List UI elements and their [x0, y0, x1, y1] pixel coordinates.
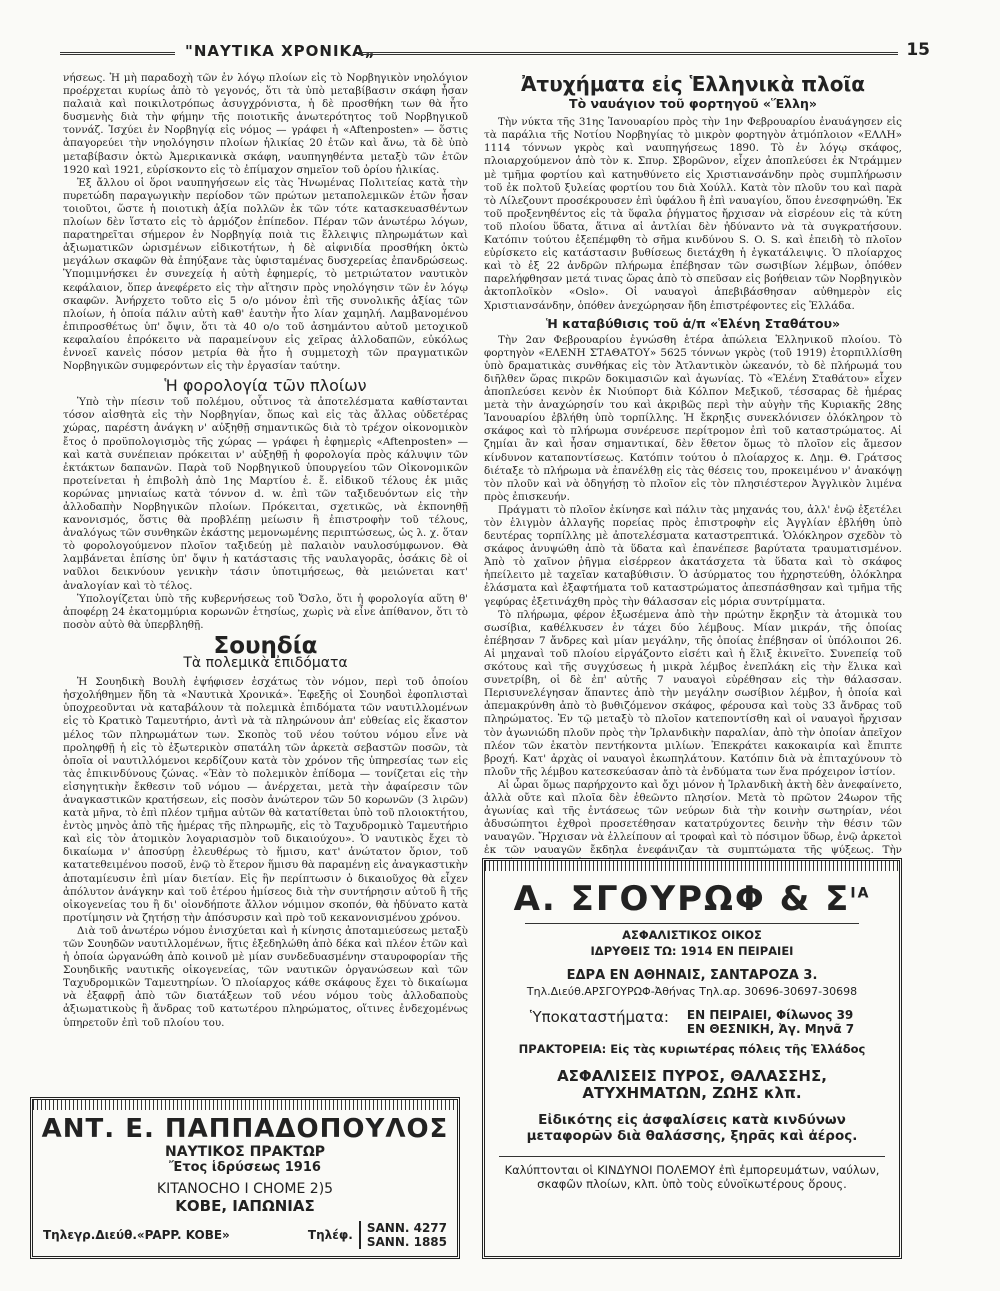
page-number: 15 — [906, 40, 930, 60]
ad-headquarters: ΕΔΡΑ ΕΝ ΑΘΗΝΑΙΣ, ΣΑΝΤΑΡΟΖΑ 3. — [566, 968, 818, 983]
ad-city: ΚΟΒΕ, ΙΑΠΩΝΙΑΣ — [175, 1197, 315, 1215]
ad-phone-numbers — [359, 1221, 447, 1249]
ad-contact-row — [33, 1221, 457, 1249]
ad-specialty-line: μεταφορῶν διὰ θαλάσσης, ξηρᾶς καὶ ἀέρος. — [526, 1128, 858, 1144]
ad-insurance-line: ΑΣΦΑΛΙΣΕΙΣ ΠΥΡΟΣ, ΘΑΛΑΣΣΗΣ, — [557, 1067, 827, 1085]
article-paragraph: Ὑπολογίζεται ὑπὸ τῆς κυβερνήσεως τοῦ Ὄσλο, ὅτι ἡ φορολογία αὕτη θ' ἀποφέρῃ 24 ἑκατομμύρια κορωνῶν ἐτησίως, χωρὶς νὰ εἶνε ἀπίθανον, ὅτι τὸ ποσὸν αὐτὸ θὰ ὑπερβληθῇ. — [63, 592, 468, 631]
header-rule-right — [358, 52, 898, 55]
ad-insurance-line: ΑΤΥΧΗΜΑΤΩΝ, ΖΩΗΣ κλπ. — [582, 1084, 802, 1102]
ad-company-name-text: Α. ΣΓΟΥΡΩΦ & Σ — [513, 879, 851, 919]
section-heading-taxation: Ἡ φορολογία τῶν πλοίων — [164, 376, 367, 396]
ad-border-hatch — [485, 861, 899, 871]
ad-phone-label: Τηλέφ. — [307, 1228, 353, 1242]
ad-founded: ΙΔΡΥΘΕΙΣ ΤΩ: 1914 ΕΝ ΠΕΙΡΑΙΕΙ — [590, 944, 794, 958]
ad-company-name — [485, 879, 899, 919]
subheading-elli-wreck: Τὸ ναυάγιον τοῦ φορτηγοῦ «Ἕλλη» — [569, 96, 817, 112]
ad-border-hatch — [33, 1100, 457, 1110]
ad-phone-2: SANN. 1885 — [366, 1235, 447, 1249]
article-paragraph: Τὸ πλήρωμα, φέρον ἐξωσέμενα ἀπὸ τὴν πρώτην ἔκρηξιν τὰ ἀτομικὰ του σωσίβια, καθέλκυσεν ἐν τάχει δύο λέμβους. Μίαν μικράν, τῆς ὁποίας ἐπέβησαν 7 ἄνδρες καὶ μίαν μεγάλην, τῆς ὁποίας ἐπέβησαν οἱ ὑπόλοιποι 26. Αἱ μηχαναὶ τοῦ πλοίου εἰργάζοντο εἰσέτι καὶ ἡ ἕλιξ ἐκινεῖτο. Συνεπείᾳ τοῦ σκότους καὶ τῆς συγχύσεως ἡ μικρὰ λέμβος ἐνεπλάκη εἰς τὴν ἕλικα καὶ συνετρίβη, οἱ δὲ ἐπ' αὐτῆς 7 ναυαγοὶ εὑρέθησαν εἰς τὴν θάλασσαν. Περισυνελέγησαν ἅπαντες ἀπὸ τὴν μεγάλην σωσίβιον λέμβον, ἡ ὁποία καὶ ἀπεμακρύνθη ἀπὸ τὸ βυθιζόμενον σκάφος, φέρουσα καὶ τοὺς 33 ἄνδρας τοῦ πληρώματος. Ἐν τῷ μεταξὺ τὸ πλοῖον κατεποντίσθη καὶ οἱ ναυαγοὶ ἤρχισαν τὸν ἀγωνιώδη πλοῦν πρὸς τὴν Ἰρλανδικὴν παραλίαν, ἀπὸ τὴν ὁποίαν ἀπεῖχον πλέον τῶν ἑκατὸν πεντήκοντα μιλίων. Ἐπεκράτει κακοκαιρία καὶ ἔπιπτε βροχή. Κατ' ἀρχὰς οἱ ναυαγοὶ ἐκωπηλάτουν. Κατόπιν διὰ νὰ ἐπιταχύνουν τὸ πλοῦν τῆς λέμβου κατεσκεύασαν ἀπὸ τὰ ἐνδύματα των ἕνα πρόχειρον ἱστίον. — [484, 608, 902, 778]
article-paragraph: Πράγματι τὸ πλοῖον ἐκίνησε καὶ πάλιν τὰς μηχανάς του, ἀλλ' ἐνῷ ἐξετέλει τὸν ἑλιγμὸν ἀλλαγῆς πορείας πρὸς ἐπιστροφὴν εἰς Ἀγγλίαν ἐβλήθη ὑπὸ δευτέρας τορπίλλης μὲ ἀποτελέσματα καταστρεπτικά. Ὁλόκληρον σχεδὸν τὸ σκάφος ἀνυψώθη ἀπὸ τὰ ὕδατα καὶ ἐπανέπεσε βαρύτατα τραυματισμένον. Ἀπὸ τὸ χαῖνον ῥῆγμα εἰσέρρεον ἀκατάσχετα τὰ ὕδατα καὶ τὸ σκάφος ἠπείλειτο μὲ ταχεῖαν καταβύθισιν. Ὁ ἀσύρματος του ἠχρηστεύθη, ὁλόκληρα ἐλάσματα καὶ ἐξαφτήματα τοῦ καταστρώματος ἀπεσπάσθησαν καὶ τμῆμα τῆς γεφύρας ἐξετινάχθη πρὸς τὴν θάλασσαν εἰς μόρια συντρίμματα. — [484, 503, 902, 608]
ad-telegraph: Τηλεγρ.Διεύθ.«PAPP. KOBE» — [43, 1228, 230, 1242]
ad-war-risk-coverage: Καλύπτονται οἱ ΚΙΝΔΥΝΟΙ ΠΟΛΕΜΟΥ ἐπὶ ἐμπορευμάτων, ναύλων, σκαφῶν πλοίων, κλπ. ὑπὸ τοὺς εὐνοϊκωτέρους ὅρους. — [499, 1156, 885, 1191]
masthead-title: "ΝΑΥΤΙΚΑ ΧΡΟΝΙΚΑ„ — [185, 42, 376, 60]
ad-address: KITANOCHO I CHOME 2)5 — [156, 1181, 334, 1197]
ad-company-name: ΑΝΤ. Ε. ΠΑΠΠΑΔΟΠΟΥΛΟΣ — [41, 1114, 449, 1144]
article-paragraph: Ἡ Σουηδικὴ Βουλὴ ἐψήφισεν ἐσχάτως τὸν νόμον, περὶ τοῦ ὁποίου ἠσχολήθημεν ἤδη τὰ «Ναυτικὰ Χρονικά». Ἐφεξῆς οἱ Σουηδοὶ ἐφοπλισταὶ ὑποχρεοῦνται νὰ καταβάλουν τὰ πολεμικὰ ἐπιδόματα τῶν ναυτιλλομένων εἰς τὸ Κρατικὸ Ταμευτήριο, ἀντὶ νὰ τὰ πληρώνουν ἀπ' εὐθείας εἰς ἕκαστον μέλος τῶν πληρωμάτων των. Σκοπὸς τοῦ νέου τούτου νόμου εἶνε νὰ προληφθῇ ἡ εἰς τὸ ἐξωτερικὸν σπατάλη τῶν ἀρκετὰ σεβαστῶν ποσῶν, τὰ ὁποῖα οἱ ναυτιλλόμενοι κερδίζουν κατὰ τὸν χρόνον τῆς ὑπηρεσίας των εἰς τὰς ἐπικινδύνους ζώνας. «Ἐὰν τὸ πολεμικὸν ἐπίδομα — τονίζεται εἰς τὴν εἰσηγητικὴν ἔκθεσιν τοῦ νόμου — ἀνέρχεται, μετὰ τὴν ἀφαίρεσιν τῶν ἀναγκαστικῶν κρατήσεων, εἰς ποσὸν ἀνώτερον τῶν 50 κορωνῶν (3 λιρῶν) κατὰ μῆνα, τὸ ἐπὶ πλέον τμῆμα αὐτῶν θὰ κατατίθεται ὑπὸ τοῦ πλοιοκτήτου, ἐντὸς μηνὸς ἀπὸ τῆς ἡμέρας τῆς πληρωμῆς, εἰς τὸ Ταχυδρομικὸ Ταμευτήριο καὶ εἰς τὸν ἀτομικὸν λογαριασμὸν τοῦ δικαιούχου». Ὁ ναυτικὸς ἔχει τὸ δικαίωμα ν' ἀποσύρῃ ἐλευθέρως τὸ ἥμισυ, κατ' ἀνώτατον ὅριον, τοῦ κατατεθειμένου ποσοῦ, ἐνῷ τὸ ἕτερον ἥμισυ θὰ παραμένῃ εἰς ἀναγκαστικὴν ἀποταμίευσιν ἐπὶ μίαν διετίαν. Εἰς ἣν περίπτωσιν ὁ δικαιοῦχος θὰ εἶχεν ἀπόλυτον ἀνάγκην καὶ τοῦ ἑτέρου ἡμίσεος διὰ τὴν συντήρησιν αὐτοῦ ἢ τῆς οἰκογενείας του ἢ δι' οἱονδήποτε ἄλλον νόμιμον σκοπόν, θὰ ἠδύνατο κατὰ προτίμησιν νὰ ζητήσῃ τὴν ἀπόσυρσιν καὶ πρὸ τοῦ κεκανονισμένου χρόνου. — [63, 676, 468, 924]
ad-telephone: Τηλ.Διεύθ.ΑΡΣΓΟΥΡΩΦ-Ἀθήνας Τηλ.αρ. 30696-30697-30698 — [526, 985, 858, 998]
article-paragraph: Τὴν νύκτα τῆς 31ης Ἰανουαρίου πρὸς τὴν 1ην Φεβρουαρίου ἐναυάγησεν εἰς τὰ παράλια τῆς Νοτίου Νορβηγίας τὸ μικρὸν φορτηγὸν ἀτμόπλοιον «ΕΛΛΗ» 1114 τόννων γκρὸς καὶ ναυπηγήσεως 1890. Τὸ ἐν λόγῳ σκάφος, πλοιαρχούμενον ἀπὸ τὸν κ. Σπυρ. Σβορῶνον, εἶχεν ἀποπλεύσει ἐκ Ντράμμεν μὲ τμῆμα φορτίου καὶ κατηυθύνετο εἰς Χριστιανσάνδην πρὸς συμπλήρωσιν τοῦ ἐκ πολτοῦ ξυλείας φορτίου του διὰ Χούλλ. Κατὰ τὸν πλοῦν του καὶ παρὰ τὸ Λίλεζουντ προσέκρουσεν ἐπὶ ὑφάλου ἢ ἐπὶ ναυαγίου, ὅπου ἐνεσφηνώθη. Ἐκ τοῦ προξενηθέντος εἰς τὰ ὕφαλα ῥήγματος ἤρχισαν νὰ εἰσρέουν εἰς τὰ κύτη τοῦ πλοίου ὕδατα, ἅτινα αἱ ἀντλίαι δὲν ἠδύναντο νὰ τὰ συγκρατήσουν. Κατόπιν τούτου ἐξεπέμφθη τὸ σῆμα κινδύνου S. O. S. καὶ ἐπειδὴ τὸ πλοῖον εὑρίσκετο εἰς κατάστασιν βυθίσεως διετάχθη ἡ ἐγκατάλειψις. Ὁ πλοίαρχος καὶ τὸ ἐξ 22 ἀνδρῶν πλήρωμα ἐπέβησαν τῶν σωσιβίων λέμβων, ὁπόθεν παρελήφθησαν μετά τινας ὥρας ἀπὸ τὸ σπεῦσαν εἰς βοήθειαν τῶν Νορβηγικὸν ἀκτοπλοϊκὸν «Oslo». Οἱ ναυαγοὶ ἀπεβιβάσθησαν αὐθημερὸν εἰς Χριστιανσάνδην, ὁπόθεν ἀνεχώρησαν ἤδη ἐπιστρέφοντες εἰς Ἑλλάδα. — [484, 116, 902, 312]
ad-founded: Ἔτος ἱδρύσεως 1916 — [169, 1160, 321, 1175]
ad-phones — [308, 1221, 447, 1249]
ad-branch-piraeus: ΕΝ ΠΕΙΡΑΙΕΙ, Φίλωνος 39 — [686, 1008, 854, 1022]
article-paragraph: Ὑπὸ τὴν πίεσιν τοῦ πολέμου, οὗτινος τὰ ἀποτελέσματα καθίστανται τόσον αἰσθητὰ εἰς τὴν Νορβηγίαν, ὅπως καὶ εἰς τὰς ἄλλας οὐδετέρας χώρας, παρέστη ἀνάγκη ν' αὐξηθῇ σημαντικῶς διὰ τὸ τρέχον οἰκονομικὸν ἔτος ὁ προϋπολογισμὸς τῆς χώρας — γράφει ἡ ἐφημερὶς «Aftenposten» — καὶ κατὰ συνέπειαν πρόκειται ν' αὐξηθῇ ἡ φορολογία πρὸς κάλυψιν τῶν ἐκτάκτων δαπανῶν. Παρὰ τοῦ Νορβηγικοῦ ὑπουργείου τῶν Οἰκονομικῶν προτείνεται ἡ ἐπιβολὴ ἀπὸ 1ης Μαρτίου ἐ. ἔ. εἰδικοῦ τέλους ἐκ μιᾶς κορώνας μηνιαίως κατὰ τόννον d. w. ἐπὶ τῶν ταξιδευόντων εἰς τὴν ἀλλοδαπὴν Νορβηγικῶν πλοίων. Πρόκειται, σχετικῶς, νὰ ἐκπονηθῇ κανονισμός, ὅστις θὰ προβλέπῃ μείωσιν ἢ ἐπιστροφὴν τοῦ τέλους, ἀναλόγως τῶν συνθηκῶν ἑκάστης μεμονωμένης περιπτώσεως, ὡς λ. χ. ὅταν τὸ φορολογούμενον πλοῖον ταξιδεύῃ μὲ παλαιὸν ναυλοσύμφωνον. Θὰ λαμβάνεται ἐπίσης ὑπ' ὄψιν ἡ κατάστασις τῆς ναυλαγορᾶς, ὁσάκις δὲ οἱ ναῦλοι δεικνύουν γενικὴν τάσιν ὑποτιμήσεως, θὰ μειώνεται κατ' ἀναλογίαν καὶ τὸ τέλος. — [63, 396, 468, 592]
header-rule-left — [60, 52, 175, 55]
ad-branch-thessaloniki: ΕΝ ΘΕΣΝΙΚΗ, Ἀγ. Μηνᾶ 7 — [686, 1022, 855, 1036]
article-paragraph: Ἐξ ἄλλου οἱ ὅροι ναυπηγήσεων εἰς τὰς Ἡνωμένας Πολιτείας κατὰ τὴν πυρετώδη παραγωγικὴν περίοδον τῶν πρώτων μεταπολεμικῶν ἐτῶν ἦσαν τοιοῦτοι, ὥστε ἡ ποιοτικὴ ἀξία πολλῶν ἐκ τῶν τότε κατασκευασθέντων πλοίων δὲν ἵστατο εἰς τὸ ἁρμόζον ἐπίπεδον. Πέραν τῶν ἀνωτέρω λόγων, παρατηρεῖται σήμερον ἐν Νορβηγίᾳ ποιὰ τις ἔλλειψις πληρωμάτων καὶ ἀξιωματικῶν ὡρισμένων εἰδικοτήτων, ἡ δὲ αἰφνιδία προσθήκη ὀκτὼ μεγάλων σκαφῶν θὰ ἐπηύξανε τὰς ὑφισταμένας δυσχερείας ἐπανδρώσεως. Ὑπομιμνήσκει ἐν συνεχείᾳ ἡ αὐτὴ ἐφημερίς, τὸ μετριώτατον ναυτικὸν κεφάλαιον, ὅπερ ἀνεφέρετο εἰς τὴν αἴτησιν πρὸς νηολόγησιν τῶν ἐν λόγῳ σκαφῶν. Ἀνήρχετο τοῦτο εἰς 5 ο/ο μόνον ἐπὶ τῆς συνολικῆς ἀξίας τῶν πλοίων, ἡ ὁποία πάλιν αὐτὴ καθ' ἑαυτὴν ἦτο λίαν χαμηλή. Λαμβανομένου ἐπιπροσθέτως ὑπ' ὄψιν, ὅτι τὰ 40 ο/ο τοῦ ἀσημάντου αὐτοῦ μετοχικοῦ κεφαλαίου ἐπρόκειτο νὰ παραμείνουν εἰς χεῖρας ἀλλοδαπῶν, εὐκόλως ἐννοεῖ κανεὶς πόσον μετρία θὰ ἦτο ἡ συμμετοχὴ τῶν πραγματικῶν Νορβηγικῶν συμφερόντων εἰς τὴν ἐργασίαν ταύτην. — [63, 176, 468, 373]
section-heading-accidents: Ἀτυχήματα εἰς Ἑλληνικὰ πλοῖα — [520, 72, 866, 96]
article-paragraph: Διὰ τοῦ ἀνωτέρω νόμου ἐνισχύεται καὶ ἡ κίνησις ἀποταμιεύσεως μεταξὺ τῶν Σουηδῶν ναυτιλλομένων, ἥτις ἐξεδηλώθη ἀπὸ δέκα καὶ πλέον ἐτῶν καὶ ἡ ὁποία ὠργανώθη ἀπὸ κοινοῦ μὲ μίαν συνδεδυασμένην σταυροφορίαν τῆς Σουηδικῆς ναυτικῆς οἰκογενείας, τῶν ναυτικῶν ὀργανώσεων καὶ τῶν Ταχυδρομικῶν Ταμευτηρίων. Ὁ πλοίαρχος κάθε σκάφους ἔχει τὸ δικαίωμα νὰ ἐξαφρῇ ἀπὸ τῶν διατάξεων τοῦ νέου νόμου τοὺς ἀλλοδαποὺς ἀξιωματικοὺς ἢ ἄνδρας τοῦ κατωτέρου πληρώματος, οἵτινες ἐνδεχομένως ὑπηρετοῦν ἐπὶ τοῦ πλοίου του. — [63, 924, 468, 1029]
advertisement-sgouroff — [482, 858, 902, 1259]
ad-company-name-sup: ΙΑ — [850, 885, 871, 902]
ad-subtitle: ΑΣΦΑΛΙΣΤΙΚΟΣ ΟΙΚΟΣ — [622, 928, 762, 942]
ad-specialty — [485, 1112, 899, 1144]
right-column — [484, 72, 902, 871]
advertisement-pappadopoulos — [30, 1097, 460, 1259]
ad-agencies: ΠΡΑΚΤΟΡΕΙΑ: Εἰς τὰς κυριωτέρας πόλεις τῆς Ἑλλάδος — [518, 1042, 866, 1056]
ad-divider — [525, 923, 859, 924]
ad-branches-label: Ὑποκαταστήματα: — [529, 1008, 669, 1026]
ad-insurance-types — [485, 1068, 899, 1102]
ad-specialty-line: Εἰδικότης εἰς ἀσφαλίσεις κατὰ κινδύνων — [538, 1112, 846, 1128]
left-column — [63, 72, 468, 1030]
article-paragraph: νήσεως. Ἡ μὴ παραδοχὴ τῶν ἐν λόγῳ πλοίων εἰς τὸ Νορβηγικὸν νηολόγιον προέρχεται κυρίως ἀπὸ τὸ γεγονός, ὅτι τὰ ὑπὸ μεταβίβασιν σκάφη ἦσαν παλαιὰ καὶ ποικιλοτρόπως ἀσυγχρόνιστα, ἡ δὲ προσθήκη των θὰ ἦτο δυσμενὴς διὰ τὴν φήμην τῆς ποιοτικῆς ἀνωτερότητος τοῦ Νορβηγικοῦ τοννάζ. Ἰσχύει ἐν Νορβηγίᾳ εἰς νόμος — γράφει ἡ «Aftenposten» — ὅστις ἀπαγορεύει τὴν νηολόγησιν πλοίων ἡλικίας 20 ἐτῶν καὶ ἄνω, τὰ δὲ ὑπὸ μεταβίβασιν ὀκτὼ Ἀμερικανικὰ σκάφη, ναυπηγηθέντα μεταξὺ τῶν ἐτῶν 1920 καὶ 1921, εὑρίσκοντο εἰς τὸ ἐπίμαχον σημεῖον τοῦ ὁρίου ἡλικίας. — [63, 72, 468, 176]
subheading-war-benefits: Τὰ πολεμικὰ ἐπιδόματα — [183, 655, 348, 672]
article-paragraph: Τὴν 2αν Φεβρουαρίου ἐγνώσθη ἑτέρα ἀπώλεια Ἑλληνικοῦ πλοίου. Τὸ φορτηγὸν «ΕΛΕΝΗ ΣΤΑΘΑΤΟΥ» 5625 τόννων γκρὸς (τοῦ 1919) ἐτορπιλλίσθη ὑπὸ δραματικὰς συνθήκας εἰς τὸν Ἀτλαντικὸν ὠκεανόν, τὸ δὲ πλήρωμά του διῆλθεν ὥρας πικρῶν δοκιμασιῶν καὶ ἀγωνίας. Τὸ «Ἑλένη Σταθάτου» εἶχεν ἀποπλεύσει κενὸν ἐκ Νιούπορτ διὰ Κόλπον Μεξικοῦ, τέσσαρας δὲ ἡμέρας μετὰ τὴν ἀναχώρησίν του καὶ ἀκριβῶς περὶ τὴν αὐγὴν τῆς Κυριακῆς 28ης Ἰανουαρίου ἐβλήθη ὑπὸ τορπίλλης. Ἡ ἔκρηξις συνεκλόνισεν ὁλόκληρον τὸ σκάφος καὶ τὸ πλήρωμα συνέρευσε περίτρομον ἐπὶ τοῦ καταστρώματος. Αἱ ζημίαι ἂν καὶ ἦσαν σημαντικαί, δὲν ἔθετον ὅμως τὸ πλοῖον εἰς ἄμεσον κίνδυνον καταποντίσεως. Κατόπιν τούτου ὁ πλοίαρχος κ. Δημ. Θ. Γράτσος διέταξε τὸ πλήρωμα νὰ ἐπανέλθῃ εἰς τὰς θέσεις του, προκειμένου ν' ἀνακόψῃ τὸν πλοῦν καὶ νὰ ὁδηγήσῃ τὸ πλοῖον εἰς τὸν πλησιέστερον Ἀγγλικὸν λιμένα πρὸς ἐπισκευήν. — [484, 333, 902, 503]
ad-branches — [485, 1008, 899, 1036]
ad-phone-1: SANN. 4277 — [366, 1221, 447, 1235]
ad-subtitle: ΝΑΥΤΙΚΟΣ ΠΡΑΚΤΩΡ — [164, 1144, 325, 1160]
article-paragraph: Αἱ ὧραι ὅμως παρήρχοντο καὶ ὄχι μόνον ἡ Ἰρλανδικὴ ἀκτὴ δὲν ἀνεφαίνετο, ἀλλὰ οὔτε καὶ πλοῖα δὲν ἐθεῶντο πλησίον. Μετὰ τὸ πρῶτον 24ωρον τῆς ἀγωνίας καὶ τῆς ἐντάσεως τῶν νεύρων διὰ τὴν κοινὴν σωτηρίαν, νέοι ἀδυσώπητοι ἐχθροὶ προσετέθησαν κατατρύχοντες δεινὴν τὴν θέσιν τῶν ναυαγῶν. Ἤρχισαν νὰ ἐλλείπουν αἱ τροφαὶ καὶ τὸ πόσιμον ὕδωρ, ἐνῷ ἀρκετοὶ ἐκ τῶν ναυαγῶν ἔκδηλα ἐνεφάνιζαν τὰ συμπτώματα τῆς ψύξεως. Τὴν — [484, 778, 902, 857]
subheading-eleni-sinking: Ἡ καταβύθισις τοῦ ἀ/π «Ἑλένη Σταθάτου» — [545, 315, 841, 331]
section-heading-sweden: Σουηδία — [213, 632, 318, 659]
page-header — [60, 42, 930, 68]
ad-branches-list — [687, 1008, 854, 1036]
